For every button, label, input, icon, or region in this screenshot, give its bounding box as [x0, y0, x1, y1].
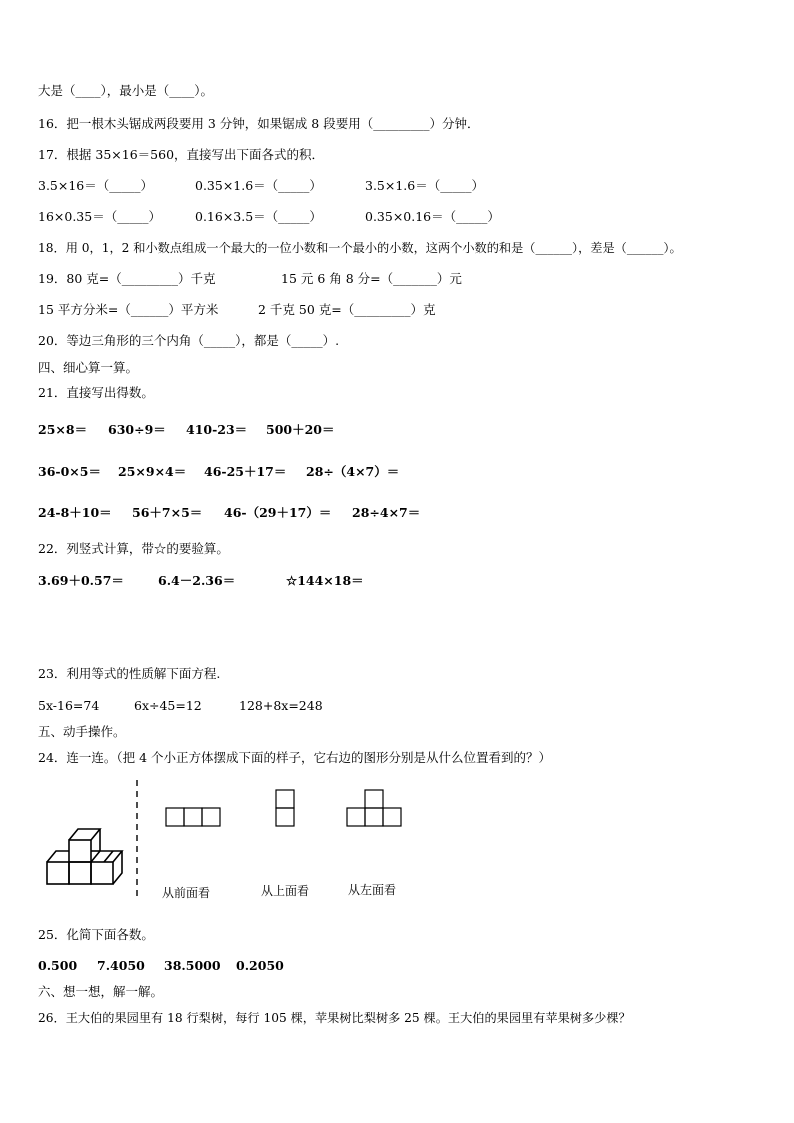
q22-row: [38, 573, 364, 637]
front-view-caption: 从前面看: [162, 886, 211, 900]
q21-item: 25×9×4＝: [118, 464, 187, 479]
q17-item: 0.16×3.5＝（_____）: [195, 209, 322, 224]
q19-item: 19．80 克=（_________）千克: [38, 271, 216, 286]
q19-item: 2 千克 50 克=（_________）克: [258, 302, 436, 317]
q25-item: 38.5000: [164, 958, 221, 973]
q21-item: 28÷（4×7）＝: [306, 464, 400, 479]
q23-item: 6x÷45=12: [134, 698, 202, 713]
q21-item: 500＋20＝: [266, 422, 335, 437]
q25-item: 0.2050: [236, 958, 284, 973]
q25-item: 0.500: [38, 958, 78, 973]
question-26: 26．王大伯的果园里有 18 行梨树，每行 105 棵，苹果树比梨树多 25 棵。王大伯的果园里有苹果树多少棵？: [38, 1011, 631, 1025]
q21-item: 46-（29＋17）＝: [224, 505, 332, 520]
q21-item: 28÷4×7＝: [352, 505, 421, 520]
question-25: 25．化简下面各数。: [38, 927, 154, 942]
section-4-heading: 四、细心算一算。: [38, 360, 139, 375]
q22-item: 3.69＋0.57＝: [38, 573, 124, 588]
question-23: 23．利用等式的性质解下面方程.: [38, 666, 221, 681]
question-24: 24．连一连。（把 4 个小正方体摆成下面的样子，它右边的图形分别是从什么位置看到的？）: [38, 750, 552, 765]
left-view-caption: 从左面看: [348, 883, 397, 897]
q17-item: 3.5×16＝（_____）: [38, 178, 154, 193]
question-18: 18．用 0，1，2 和小数点组成一个最大的一位小数和一个最小的小数，这两个小数的和是（______），差是（______）。: [38, 241, 682, 255]
q21-item: 25×8＝: [38, 422, 88, 437]
q21-item: 630÷9＝: [108, 422, 166, 437]
q22-item: 6.4－2.36＝: [158, 573, 236, 588]
q21-item: 56＋7×5＝: [132, 505, 203, 520]
q23-item: 5x-16=74: [38, 698, 100, 713]
question-20: 20．等边三角形的三个内角（_____），都是（_____）.: [38, 333, 340, 348]
q17-item: 16×0.35＝（_____）: [38, 209, 161, 224]
question-22: 22．列竖式计算，带☆的要验算。: [38, 541, 229, 556]
question-17: 17．根据 35×16＝560，直接写出下面各式的积．: [38, 147, 325, 162]
q23-item: 128+8x=248: [239, 698, 323, 713]
q17-item: 0.35×0.16＝（_____）: [365, 209, 500, 224]
section-6-heading: 六、想一想，解一解。: [38, 984, 164, 999]
fill-blank-line: 大是（____），最小是（____）。: [38, 83, 214, 98]
top-view-caption: 从上面看: [261, 884, 310, 898]
q19-item: 15 平方分米=（______）平方米: [38, 302, 219, 317]
q21-item: 410-23＝: [186, 422, 248, 437]
section-5-heading: 五、动手操作。: [38, 724, 126, 739]
q22-item: ☆144×18＝: [286, 573, 364, 588]
q21-item: 24-8＋10＝: [38, 505, 112, 520]
q25-item: 7.4050: [97, 958, 145, 973]
question-21: 21．直接写出得数。: [38, 385, 154, 400]
question-16: 16．把一根木头锯成两段要用 3 分钟，如果锯成 8 段要用（_________）分钟．: [38, 116, 480, 131]
q17-item: 3.5×1.6＝（_____）: [365, 178, 484, 193]
q17-item: 0.35×1.6＝（_____）: [195, 178, 322, 193]
q19-item: 15 元 6 角 8 分=（_______）元: [281, 271, 462, 286]
q21-item: 46-25＋17＝: [204, 464, 287, 479]
q21-item: 36-0×5＝: [38, 464, 101, 479]
